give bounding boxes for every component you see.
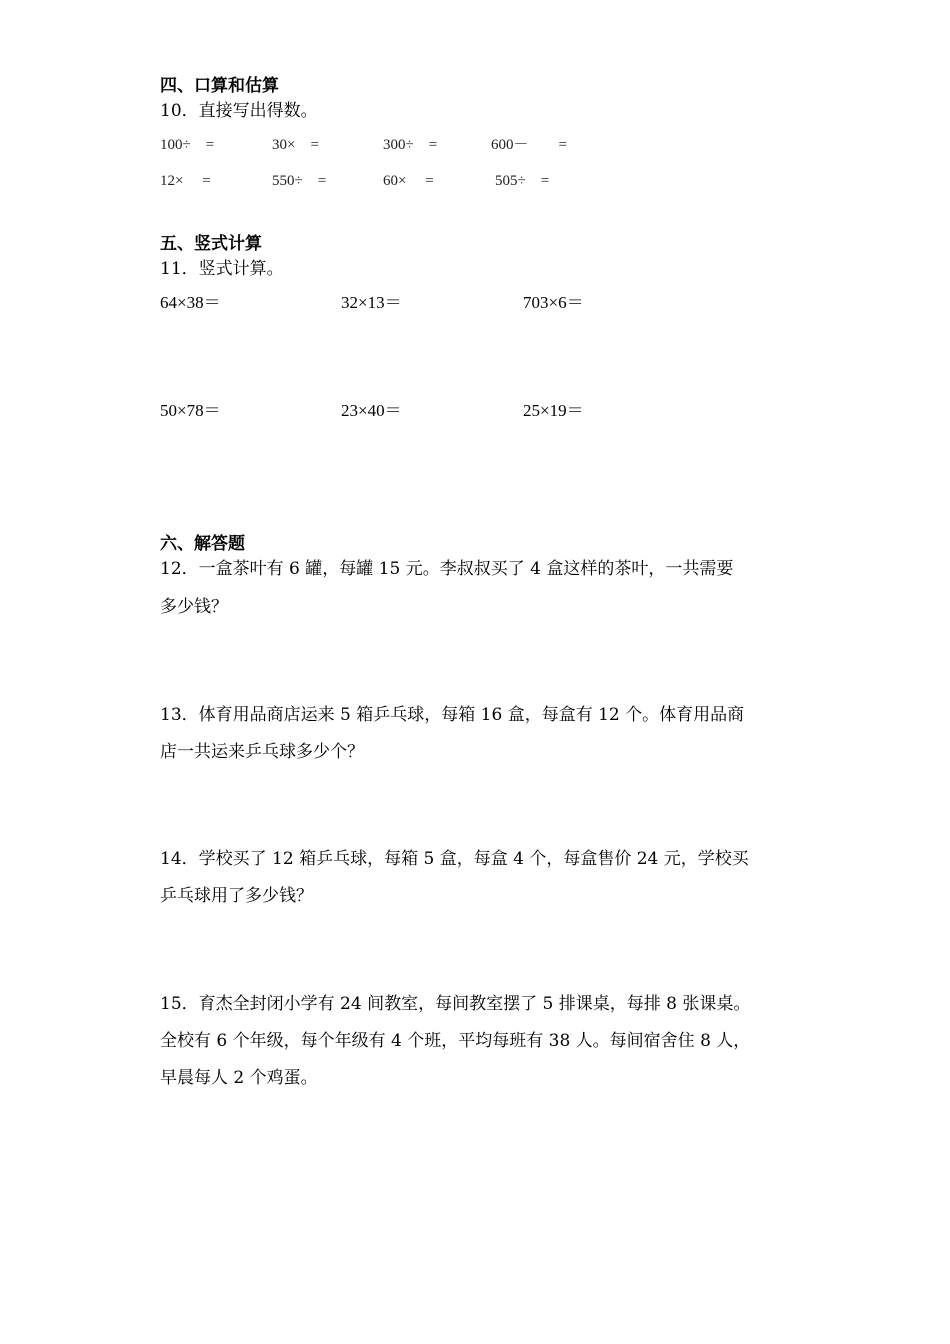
oral-item: 505÷ = xyxy=(495,173,550,189)
oral-item: 600－ = xyxy=(491,137,567,153)
oral-item: 12× = xyxy=(160,173,211,189)
vertical-calc-item: 25×19＝ xyxy=(523,401,584,420)
vertical-calc-item: 703×6＝ xyxy=(523,293,584,312)
section-heading-vertical: 五、竖式计算 xyxy=(160,234,262,254)
question-11-prompt: 11．竖式计算。 xyxy=(160,259,284,279)
question-14-line-1: 14．学校买了 12 箱乒乓球，每箱 5 盒，每盒 4 个，每盒售价 24 元，学校买 xyxy=(160,849,749,869)
oral-item: 30× = xyxy=(272,137,319,153)
vertical-calc-item: 32×13＝ xyxy=(341,293,402,312)
question-15-line-2: 全校有 6 个年级，每个年级有 4 个班，平均每班有 38 人。每间宿舍住 8 人， xyxy=(160,1031,751,1051)
section-heading-oral: 四、口算和估算 xyxy=(160,76,279,96)
oral-item: 300÷ = xyxy=(383,137,438,153)
oral-item: 60× = xyxy=(383,173,434,189)
vertical-calc-item: 50×78＝ xyxy=(160,401,221,420)
question-13-line-2: 店一共运来乒乓球多少个？ xyxy=(160,742,364,762)
question-10-prompt: 10．直接写出得数。 xyxy=(160,101,318,121)
oral-item: 100÷ = xyxy=(160,137,215,153)
question-12-line-1: 12．一盒茶叶有 6 罐，每罐 15 元。李叔叔买了 4 盒这样的茶叶，一共需要 xyxy=(160,559,734,579)
oral-item: 550÷ = xyxy=(272,173,327,189)
question-12-line-2: 多少钱？ xyxy=(160,597,228,617)
section-heading-word-problems: 六、解答题 xyxy=(160,534,245,554)
vertical-calc-item: 23×40＝ xyxy=(341,401,402,420)
question-13-line-1: 13．体育用品商店运来 5 箱乒乓球，每箱 16 盒，每盒有 12 个。体育用品商 xyxy=(160,705,745,725)
question-15-line-3: 早晨每人 2 个鸡蛋。 xyxy=(160,1068,318,1088)
question-15-line-1: 15．育杰全封闭小学有 24 间教室，每间教室摆了 5 排课桌，每排 8 张课桌。 xyxy=(160,994,751,1014)
vertical-calc-item: 64×38＝ xyxy=(160,293,221,312)
question-14-line-2: 乒乓球用了多少钱？ xyxy=(160,886,313,906)
